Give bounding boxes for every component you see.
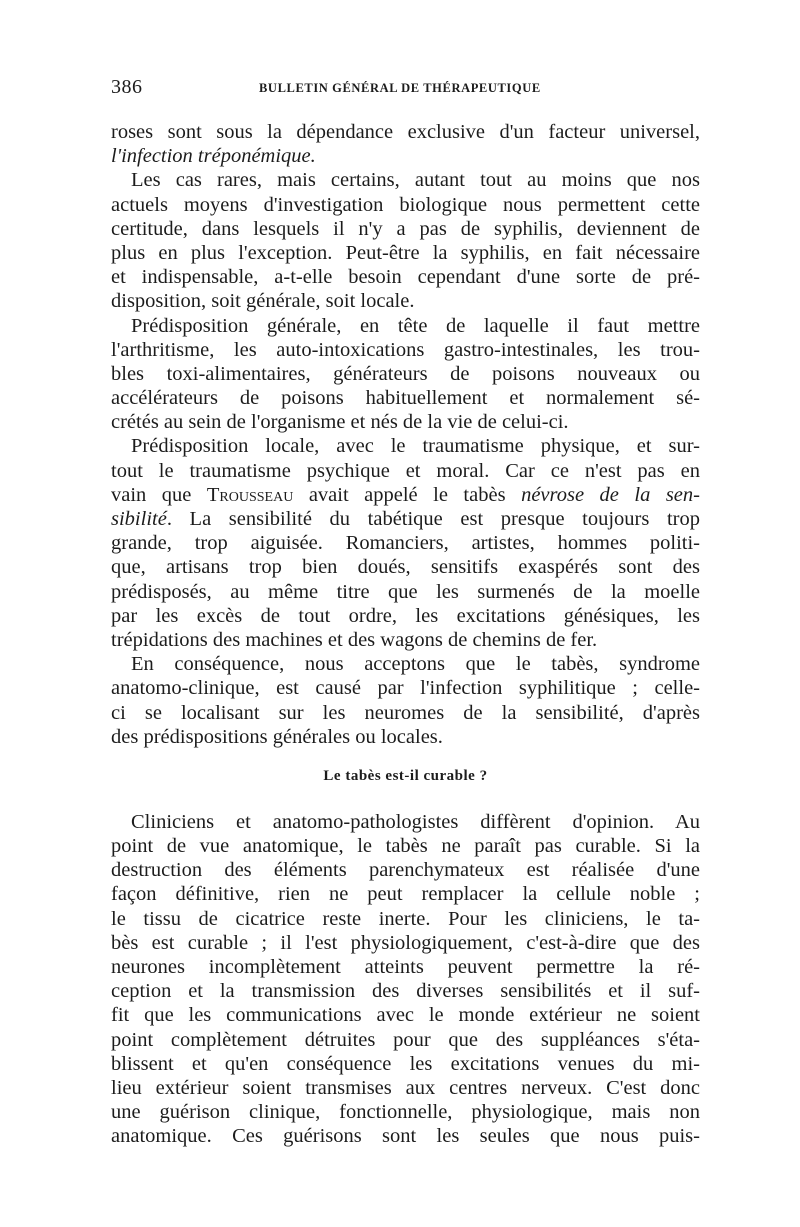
text-line: En conséquence, nous acceptons que le tabès, syndrome bbox=[131, 653, 700, 676]
text-line: par les excès de tout ordre, les excitations génésiques, les bbox=[111, 604, 700, 627]
text-line: point complètement détruites pour que des suppléances s'éta- bbox=[111, 1028, 700, 1051]
text-line: Prédisposition locale, avec le traumatisme physique, et sur- bbox=[131, 435, 700, 458]
text-line: bles toxi-alimentaires, générateurs de poisons nouveaux ou bbox=[111, 362, 700, 385]
text-line: anatomique. Ces guérisons sont les seules que nous puis- bbox=[111, 1125, 700, 1148]
text-line: disposition, soit générale, soit locale. bbox=[111, 290, 415, 313]
text-line: tout le traumatisme psychique et moral. Car ce n'est pas en bbox=[111, 459, 700, 482]
text-line: trépidations des machines et des wagons de chemins de fer. bbox=[111, 628, 598, 651]
text-line: destruction des éléments parenchymateux est réalisée d'une bbox=[111, 859, 700, 882]
text-line: façon définitive, rien ne peut remplacer la cellule noble ; bbox=[111, 883, 700, 906]
text-line: point de vue anatomique, le tabès ne paraît pas curable. Si la bbox=[111, 835, 700, 858]
text-line: blissent et qu'en conséquence les excitations venues du mi- bbox=[111, 1052, 700, 1075]
text-line: Cliniciens et anatomo-pathologistes diffèrent d'opinion. Au bbox=[131, 810, 700, 833]
text-line: neurones incomplètement atteints peuvent permettre la ré- bbox=[111, 956, 700, 978]
text-line: une guérison clinique, fonctionnelle, physiologique, mais non bbox=[111, 1101, 700, 1124]
italic-text: sibilité bbox=[111, 508, 167, 530]
text-line: le tissu de cicatrice reste inerte. Pour les cliniciens, le ta- bbox=[111, 907, 700, 930]
text-line: ci se localisant sur les neuromes de la sensibilité, d'après bbox=[111, 701, 700, 724]
page-header bbox=[111, 76, 700, 98]
section-heading: Le tabès est-il curable ? bbox=[323, 767, 488, 784]
spacer bbox=[111, 801, 700, 810]
page-number: 386 bbox=[111, 76, 143, 98]
text-line: ception et la transmission des diverses sensibilités et il suf- bbox=[111, 980, 700, 1003]
text-line: crétés au sein de l'organisme et nés de la vie de celui-ci. bbox=[111, 411, 569, 434]
text-line: anatomo-clinique, est causé par l'infection syphilitique ; celle- bbox=[111, 677, 700, 700]
text-line: roses sont sous la dépendance exclusive d'un facteur universel, bbox=[111, 121, 700, 143]
text-line: grande, trop aiguisée. Romanciers, artistes, hommes politi- bbox=[111, 532, 700, 555]
italic-text: l'infection tréponémique. bbox=[111, 145, 316, 168]
text-run: . La sensibilité du tabétique est presque toujours trop bbox=[166, 508, 700, 530]
text-line: certitude, dans lesquels il n'y a pas de syphilis, deviennent de bbox=[111, 217, 700, 240]
author-name: Trousseau bbox=[206, 483, 294, 506]
text-line bbox=[111, 483, 700, 507]
text-line: accélérateurs de poisons habituellement et normalement sé- bbox=[111, 387, 700, 410]
text-line: actuels moyens d'investigation biologique nous permettent cette bbox=[111, 193, 700, 216]
text-line: fit que les communications avec le monde extérieur ne soient bbox=[111, 1004, 700, 1027]
text-line: que, artisans trop bien doués, sensitifs exaspérés sont des bbox=[111, 556, 700, 579]
text-line: Prédisposition générale, en tête de laquelle il faut mettre bbox=[131, 314, 700, 337]
text-line: et indispensable, a-t-elle besoin cependant d'une sorte de pré- bbox=[111, 266, 700, 289]
text-line: bès est curable ; il l'est physiologiquement, c'est-à-dire que des bbox=[111, 931, 700, 954]
text-line: prédisposés, au même titre que les surmenés de la moelle bbox=[111, 580, 700, 603]
text-run: vain que bbox=[111, 483, 207, 506]
text-line: des prédispositions générales ou locales. bbox=[111, 725, 443, 748]
text-line: plus en plus l'exception. Peut-être la syphilis, en fait nécessaire bbox=[111, 241, 700, 264]
italic-text: névrose de la sen- bbox=[521, 483, 700, 506]
text-line bbox=[111, 144, 700, 168]
text-line: Les cas rares, mais certains, autant tout au moins que nos bbox=[131, 169, 700, 192]
text-run: avait appelé le tabès bbox=[293, 483, 522, 506]
text-line: l'arthritisme, les auto-intoxications gastro-intestinales, les trou- bbox=[111, 338, 700, 361]
text-line: lieu extérieur soient transmises aux centres nerveux. C'est donc bbox=[111, 1076, 700, 1099]
running-title: BULLETIN GÉNÉRAL DE THÉRAPEUTIQUE bbox=[259, 81, 541, 95]
body-text bbox=[111, 120, 700, 1149]
text-line bbox=[111, 507, 700, 531]
